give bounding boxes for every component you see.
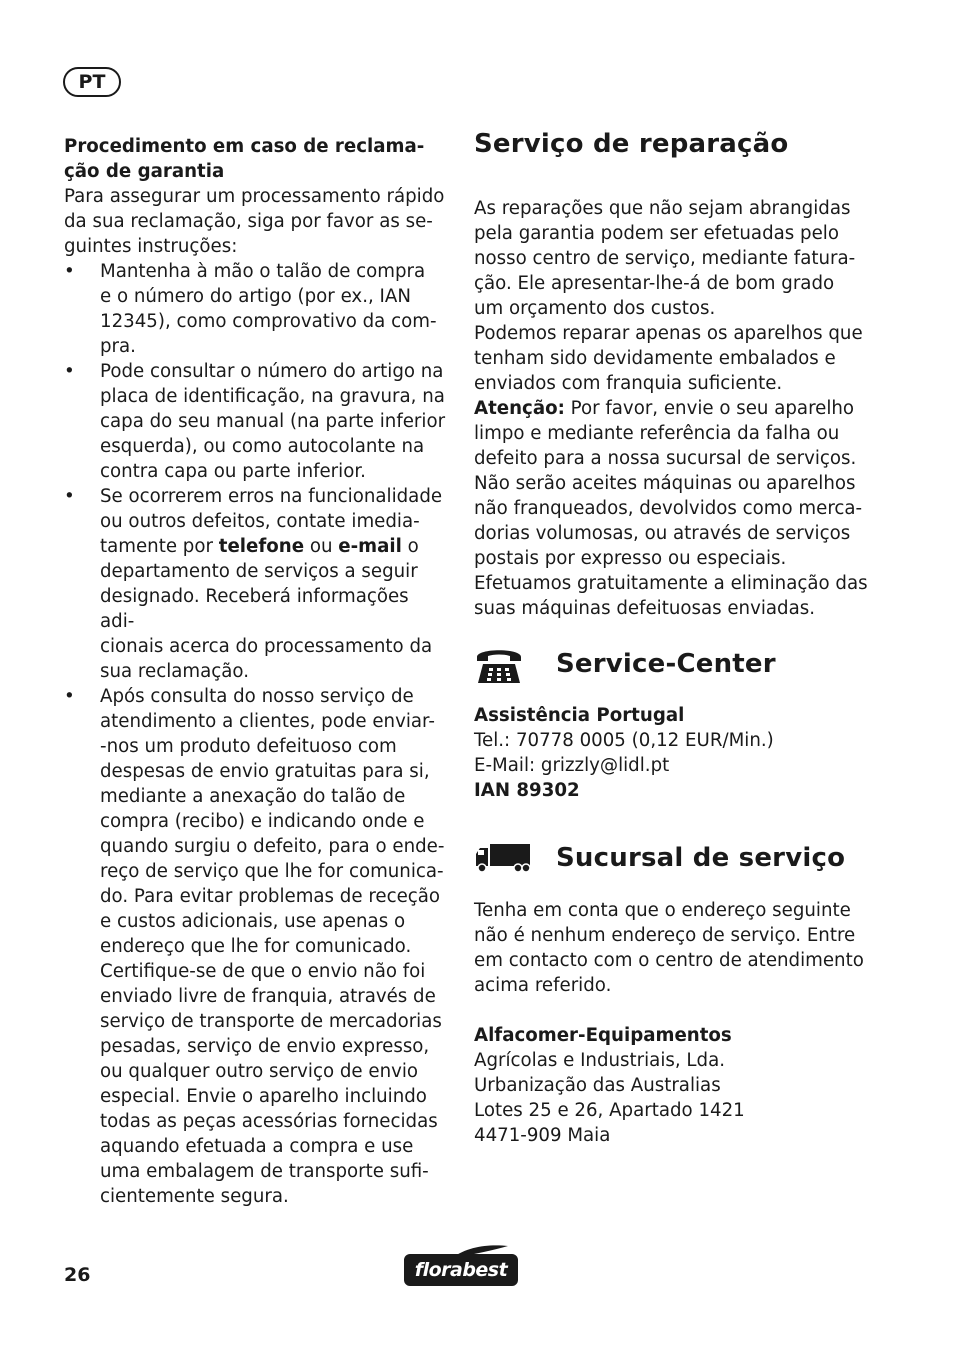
attention-label: Atenção: — [474, 398, 565, 419]
page-number: 26 — [64, 1264, 91, 1286]
instruction-item: • Mantenha à mão o talão de compra e o número do artigo (por ex., IAN 12345), como comprovativo da com- pra. — [64, 259, 446, 359]
intro-line: Para assegurar um processamento rápido — [64, 186, 445, 207]
telephone-icon — [474, 643, 524, 685]
language-badge: PT — [63, 67, 121, 97]
service-center-title: Service-Center — [556, 649, 776, 679]
service-info-column — [474, 124, 874, 1148]
service-branch-heading — [474, 838, 874, 878]
service-branch-title: Sucursal de serviço — [556, 843, 846, 873]
repair-service-text: As reparações que não sejam abrangidas pela garantia podem ser efetuadas pelo nosso centro de serviço, mediante fatura- ção. Ele apresentar-lhe-á de bom grado um orçamento dos custos. Podemos reparar apenas os aparelhos que tenham sido devidamente embalados e enviados com franquia suficiente. Atenção: Por favor, envie o seu aparelho limpo e mediante referência da falha ou defeito para a nossa sucursal de serviços. Não serão aceites máquinas ou aparelhos não franqueados, devolvidos como merca- dorias volumosas, ou através de serviços postais por expresso ou especiais. Efetuamos gratuitamente a eliminação das suas máquinas defeituosas enviadas. — [474, 198, 868, 619]
service-branch-text: Tenha em conta que o endereço seguinte não é nenhum endereço de serviço. Entre em contacto com o centro de atendimento acima referido. Alfacomer-Equipamentos Agrícolas e Industriais, Lda. Urbanização das Australias Lotes 25 e 26, Apartado 1421 4471-909 Maia — [474, 898, 874, 1148]
service-org: Assistência Portugal — [474, 705, 685, 726]
repair-service-title: Serviço de reparação — [474, 129, 789, 159]
email-emphasis: e-mail — [338, 536, 402, 557]
service-phone: Tel.: 70778 0005 (0,12 EUR/Min.) — [474, 730, 774, 751]
ian-number: IAN 89302 — [474, 780, 580, 801]
service-center-heading — [474, 643, 874, 685]
instruction-item: • Se ocorrerem erros na funcionalidade ou outros defeitos, contate imedia- tamente por telefone ou e-mail o departamento de serviços a seguir designado. Receberá informações adi- cionais acerca do processamento da sua reclamação. — [64, 484, 446, 684]
instruction-list — [64, 259, 446, 1209]
instruction-item: • Pode consultar o número do artigo na placa de identificação, na gravura, na capa do seu manual (na parte inferior esquerda), ou como autocolante na contra capa ou parte inferior. — [64, 359, 446, 484]
instruction-item: • Após consulta do nosso serviço de atendimento a clientes, pode enviar- -nos um produto defeituoso com despesas de envio gratuitas para si, mediante a anexação do talão de compra (recibo) e indicando onde e quando surgiu o defeito, para o ende- reço de serviço que lhe for comunica- do. Para evitar problemas de receção e custos adicionais, use apenas o endereço que lhe for comunicado. Certifique-se de que o envio não foi enviado livre de franquia, através de serviço de transporte de mercadorias pesadas, serviço de envio expresso, ou qualquer outro serviço de envio especial. Envie o aparelho incluindo todas as peças acessórias fornecidas aquando efetuada a compra e use uma embalagem de transporte sufi- cientemente segura. — [64, 684, 446, 1209]
address-line: Urbanização das Australias — [474, 1075, 721, 1096]
warranty-claim-section — [64, 134, 446, 1209]
intro-line: da sua reclamação, siga por favor as se- — [64, 211, 433, 232]
service-email: E-Mail: grizzly@lidl.pt — [474, 755, 670, 776]
address-line: 4471-909 Maia — [474, 1125, 611, 1146]
intro-line: guintes instruções: — [64, 236, 238, 257]
address-line: Lotes 25 e 26, Apartado 1421 — [474, 1100, 745, 1121]
truck-icon — [474, 842, 532, 874]
address-line: Agrícolas e Industriais, Lda. — [474, 1050, 726, 1071]
branch-company: Alfacomer-Equipamentos — [474, 1025, 732, 1046]
warranty-heading-line-1: Procedimento em caso de reclama- — [64, 136, 425, 157]
service-center-contact — [474, 703, 874, 803]
telephone-emphasis: telefone — [218, 536, 305, 557]
brand-logo — [404, 1244, 522, 1290]
warranty-heading-line-2: ção de garantia — [64, 161, 225, 182]
logo-text: florabest — [414, 1259, 508, 1281]
